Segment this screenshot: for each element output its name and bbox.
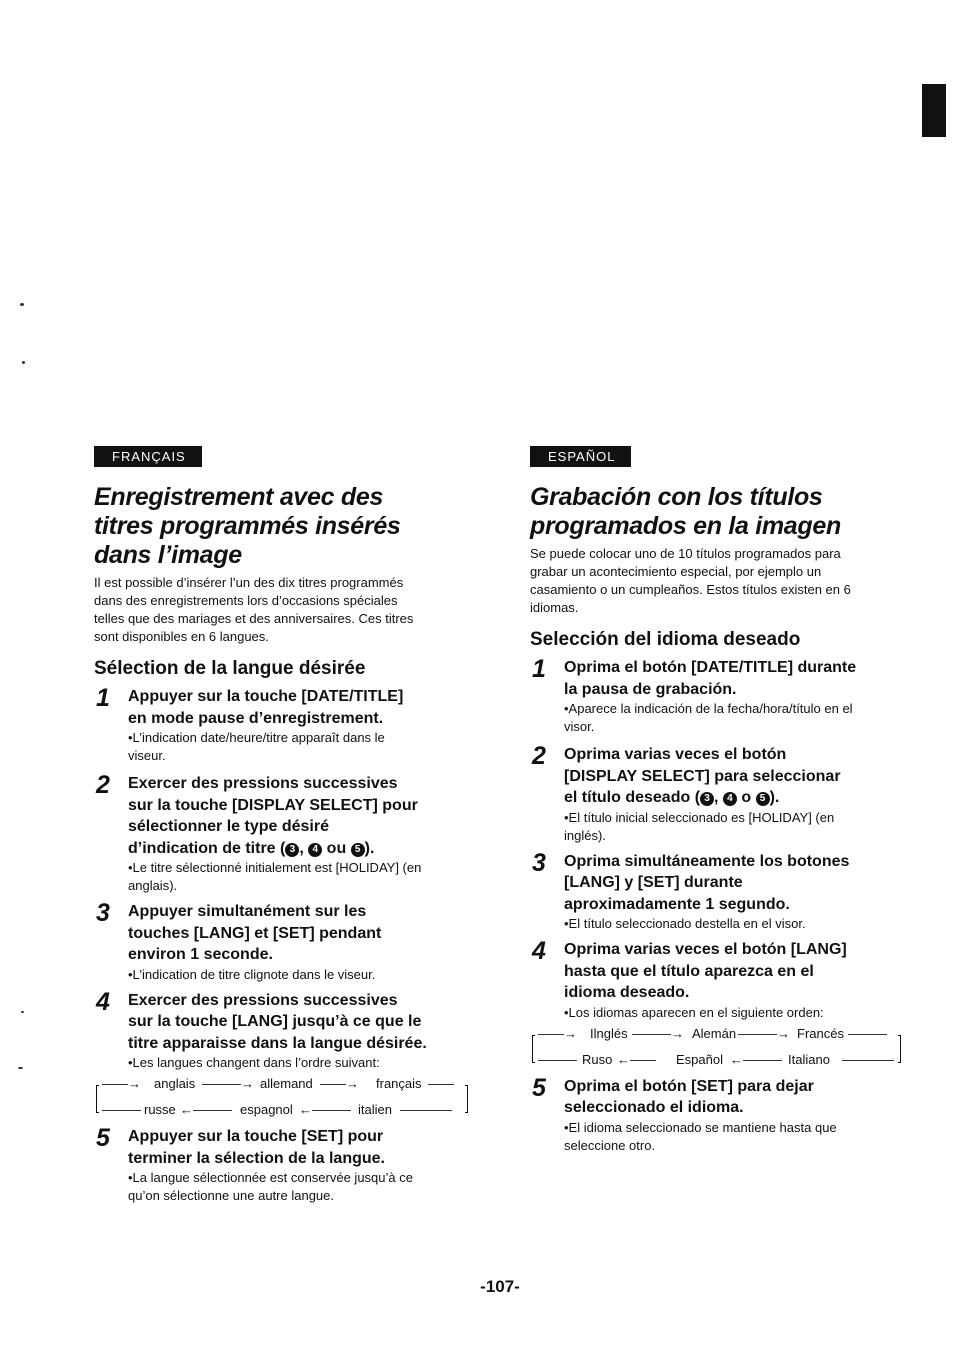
step-3 <box>530 848 900 934</box>
spanish-column <box>530 446 900 1155</box>
cycle-language: Francés <box>797 1025 844 1041</box>
cycle-bracket-right <box>898 1035 901 1063</box>
step-note: •Le titre sélectionné initialement est [HOLIDAY] (en anglais). <box>128 860 422 893</box>
step-4 <box>94 987 469 1073</box>
instruction-text: o <box>736 789 756 806</box>
step-instruction: Appuyer sur la touche [SET] pour terminer la sélection de la langue. <box>128 1128 385 1167</box>
cycle-language: Ruso <box>582 1051 613 1067</box>
step-number: 4 <box>532 937 546 965</box>
step-instruction <box>128 773 469 859</box>
arrow-left-icon: ←—— <box>617 1051 656 1067</box>
scan-speck <box>18 1067 23 1069</box>
scan-speck <box>21 1011 24 1013</box>
circled-number-icon: 3 <box>285 843 299 857</box>
section-edge-tab <box>922 84 946 137</box>
cycle-language: Ilnglés <box>590 1025 628 1041</box>
step-note: •L’indication date/heure/titre apparaît dans le viseur. <box>128 730 385 763</box>
arrow-right-icon: ——→ <box>538 1025 577 1041</box>
arrow-left-icon: ←——— <box>730 1051 782 1067</box>
step-instruction: Oprima simultáneamente los botones [LANG] y [SET] durante aproximadamente 1 segundo. <box>564 852 850 913</box>
cycle-bracket-right <box>465 1085 468 1113</box>
step-2 <box>530 744 900 845</box>
step-note: •L’indication de titre clignote dans le viseur. <box>128 966 376 982</box>
step-instruction: Oprima el botón [SET] para dejar seleccionado el idioma. <box>564 1077 814 1116</box>
cycle-line: ——— <box>538 1051 577 1067</box>
step-instruction: Oprima varias veces el botón [LANG] hasta que el título aparezca en el idioma deseado. <box>564 941 847 1001</box>
arrow-right-icon: ———→ <box>632 1025 684 1041</box>
arrow-right-icon: ——→ <box>102 1076 141 1091</box>
section-title: Enregistrement avec des titres programmés insérés dans l’image <box>94 483 401 569</box>
cycle-line: —— <box>428 1076 454 1091</box>
instruction-text: Oprima varias veces el botón [DISPLAY SELECT] para seleccionar el título deseado ( <box>564 746 841 806</box>
step-instruction: Oprima el botón [DATE/TITLE] durante la pausa de grabación. <box>564 659 857 698</box>
step-number: 1 <box>532 655 546 683</box>
cycle-language: Alemán <box>692 1025 737 1041</box>
step-number: 2 <box>96 771 110 799</box>
scan-speck <box>22 361 25 364</box>
step-number: 2 <box>532 742 546 770</box>
step-instruction <box>564 744 900 809</box>
instruction-text: ou <box>322 839 351 857</box>
step-instruction: Appuyer sur la touche [DATE/TITLE] en mode pause d’enregistrement. <box>128 688 404 727</box>
instruction-text: , <box>714 789 723 806</box>
circled-number-icon: 4 <box>723 792 737 806</box>
section-title: Grabación con los títulos programados en la imagen <box>530 483 841 540</box>
circled-number-icon: 5 <box>351 843 365 857</box>
step-note: •El título seleccionado destella en el visor. <box>564 916 806 931</box>
instruction-text: ). <box>364 839 375 857</box>
step-note: •La langue sélectionnée est conservée jusqu’à ce qu’on sélectionne une autre langue. <box>128 1170 413 1203</box>
step-number: 5 <box>96 1124 110 1152</box>
step-note: •El título inicial seleccionado es [HOLIDAY] (en inglés). <box>564 809 835 843</box>
language-badge: FRANÇAIS <box>94 446 202 467</box>
language-cycle-diagram <box>530 1026 902 1070</box>
step-note: •Los idiomas aparecen en el siguiente orden: <box>564 1004 824 1020</box>
step-number: 5 <box>532 1073 546 1102</box>
subheading: Sélection de la langue désirée <box>94 658 366 679</box>
circled-number-icon: 3 <box>700 792 714 806</box>
instruction-text: ). <box>769 789 780 806</box>
cycle-line: ——— <box>102 1102 141 1117</box>
step-3 <box>94 901 469 984</box>
step-number: 3 <box>532 848 546 877</box>
step-number: 4 <box>96 987 110 1016</box>
french-column <box>94 446 469 1205</box>
circled-number-icon: 5 <box>756 792 770 806</box>
intro-paragraph: Il est possible d’insérer l’un des dix titres programmés dans des enregistrements lors d’occasions spéciales telles que des mariages et des anniversaires. Ces titres sont disponibles en 6 langues. <box>94 575 414 644</box>
step-5 <box>94 1126 469 1205</box>
step-instruction: Appuyer simultanément sur les touches [LANG] et [SET] pendant environ 1 seconde. <box>128 903 382 963</box>
cycle-line: ——— <box>848 1025 887 1041</box>
step-1 <box>94 686 469 765</box>
cycle-language: italien <box>358 1102 392 1117</box>
step-4 <box>530 939 900 1022</box>
step-1 <box>530 657 900 736</box>
cycle-language: Español <box>676 1051 723 1067</box>
instruction-text: , <box>299 839 309 857</box>
cycle-language: Italiano <box>788 1051 830 1067</box>
page-number: -107- <box>480 1277 520 1296</box>
arrow-left-icon: ←——— <box>180 1102 232 1117</box>
cycle-language: espagnol <box>240 1102 293 1117</box>
arrow-right-icon: ———→ <box>202 1076 254 1091</box>
step-number: 1 <box>96 684 110 712</box>
cycle-language: français <box>376 1076 422 1091</box>
cycle-language: anglais <box>154 1076 196 1091</box>
circled-number-icon: 4 <box>308 843 322 857</box>
step-number: 3 <box>96 899 110 927</box>
arrow-right-icon: ——→ <box>320 1076 359 1091</box>
step-note: •Les langues changent dans l’ordre suivant: <box>128 1055 380 1070</box>
arrow-right-icon: ———→ <box>738 1025 790 1041</box>
language-badge: ESPAÑOL <box>530 446 631 467</box>
cycle-language: russe <box>144 1102 176 1117</box>
cycle-line: ———— <box>400 1102 452 1117</box>
intro-paragraph: Se puede colocar uno de 10 títulos programados para grabar un acontecimiento especial, por ejemplo un casamiento o un cumpleaños. Estos títulos existen en 6 idiomas. <box>530 546 851 615</box>
step-note: •Aparece la indicación de la fecha/hora/título en el visor. <box>564 701 853 734</box>
cycle-line: ———— <box>842 1051 894 1067</box>
step-2 <box>94 773 469 895</box>
subheading: Selección del idioma deseado <box>530 629 801 650</box>
instruction-text: Exercer des pressions successives sur la touche [DISPLAY SELECT] pour sélectionner le type désiré d’indication de titre ( <box>128 775 418 857</box>
scan-speck <box>20 303 24 306</box>
cycle-language: allemand <box>260 1076 313 1091</box>
step-instruction: Exercer des pressions successives sur la touche [LANG] jusqu’à ce que le titre apparaisse dans la langue désirée. <box>128 991 427 1052</box>
cycle-bracket-left <box>96 1085 99 1113</box>
language-cycle-diagram <box>94 1076 469 1120</box>
arrow-left-icon: ←——— <box>299 1102 351 1117</box>
step-note: •El idioma seleccionado se mantiene hasta que seleccione otro. <box>564 1119 837 1153</box>
step-5 <box>530 1073 900 1155</box>
cycle-bracket-left <box>532 1035 535 1063</box>
